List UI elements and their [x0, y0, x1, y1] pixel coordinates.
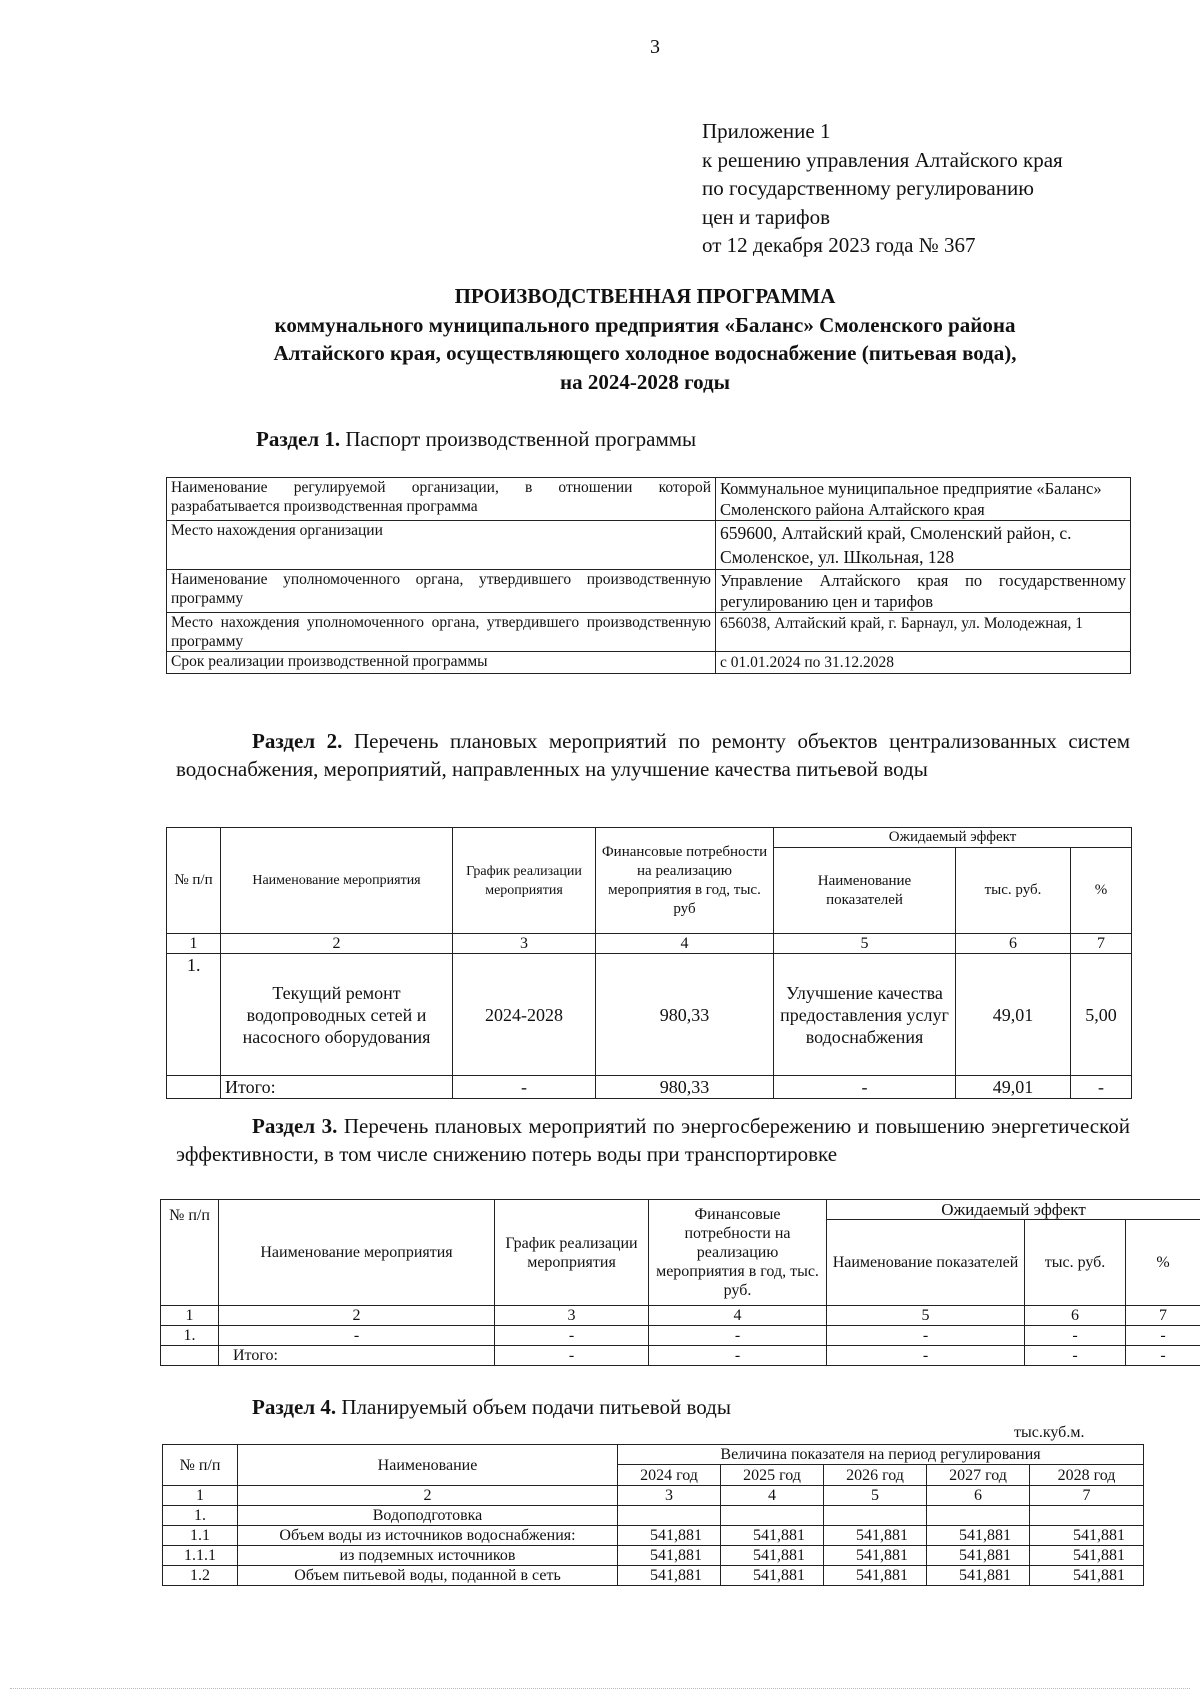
row-no: 1. [163, 1506, 238, 1526]
total-percent: - [1071, 1076, 1132, 1099]
section1-title: Паспорт производственной программы [345, 427, 697, 451]
table-row [163, 1566, 1144, 1586]
title-line: коммунального муниципального предприятия «Баланс» Смоленского района [274, 312, 1016, 337]
total-no [161, 1346, 219, 1366]
row-name: Объем питьевой воды, поданной в сеть [238, 1566, 618, 1586]
total-percent: - [1126, 1346, 1200, 1366]
row-percent: 5,00 [1071, 954, 1132, 1076]
row-value: 541,881 [927, 1526, 1030, 1546]
total-label: Итого: [219, 1346, 495, 1366]
table-row [167, 954, 1132, 1076]
row-value: 541,881 [1030, 1546, 1144, 1566]
row-value: 541,881 [927, 1546, 1030, 1566]
column-number-row [163, 1486, 1144, 1506]
section4-title: Планируемый объем подачи питьевой воды [341, 1395, 731, 1419]
header-effect: Ожидаемый эффект [827, 1200, 1200, 1220]
row-schedule: - [495, 1326, 649, 1346]
header-year: 2026 год [824, 1465, 927, 1486]
row-value: 541,881 [1030, 1526, 1144, 1546]
appendix-line: цен и тарифов [702, 204, 831, 229]
appendix-line: от 12 декабря 2023 года № 367 [702, 233, 976, 257]
column-number: 1 [167, 934, 221, 954]
column-number: 5 [824, 1486, 927, 1506]
section4-table [162, 1444, 1144, 1586]
section4-number: Раздел 4. [252, 1395, 337, 1419]
passport-label: Срок реализации производственной программы [167, 652, 716, 674]
row-no: 1.2 [163, 1566, 238, 1586]
header-no: № п/п [167, 828, 221, 934]
passport-table [166, 477, 1131, 674]
title-line: Алтайского края, осуществляющего холодное водоснабжение (питьевая вода), [273, 341, 1017, 365]
passport-value: 659600, Алтайский край, Смоленский район, с. Смоленское, ул. Школьная, 128 [716, 521, 1131, 570]
column-number: 5 [774, 934, 956, 954]
appendix-line: к решению управления Алтайского края [702, 147, 1063, 172]
section1-number: Раздел 1. [256, 427, 341, 451]
column-number: 6 [956, 934, 1071, 954]
row-value: 541,881 [824, 1526, 927, 1546]
column-number: 4 [596, 934, 774, 954]
header-name: Наименование мероприятия [219, 1200, 495, 1306]
passport-value: Управление Алтайского края по государственному регулированию цен и тарифов [716, 570, 1131, 613]
column-number: 2 [221, 934, 453, 954]
row-schedule: 2024-2028 [453, 954, 596, 1076]
header-year: 2025 год [721, 1465, 824, 1486]
header-percent: % [1071, 848, 1132, 934]
header-percent: % [1126, 1220, 1200, 1306]
section2-table [166, 827, 1132, 1099]
column-number: 7 [1126, 1306, 1200, 1326]
appendix-block [702, 117, 1063, 260]
header-schedule: График реализации мероприятия [453, 828, 596, 934]
header-year: 2028 год [1030, 1465, 1144, 1486]
row-name: Объем воды из источников водоснабжения: [238, 1526, 618, 1546]
total-no [167, 1076, 221, 1099]
section3-heading [176, 1112, 1130, 1168]
column-number: 1 [161, 1306, 219, 1326]
row-indicator: Улучшение качества предоставления услуг водоснабжения [774, 954, 956, 1076]
row-finance: 980,33 [596, 954, 774, 1076]
table-row [167, 570, 1131, 613]
table-row [163, 1546, 1144, 1566]
header-thousand: тыс. руб. [956, 848, 1071, 934]
passport-value: 656038, Алтайский край, г. Барнаул, ул. Молодежная, 1 [716, 613, 1131, 652]
table-row [167, 652, 1131, 674]
header-thousand: тыс. руб. [1025, 1220, 1126, 1306]
row-value: 541,881 [721, 1526, 824, 1546]
row-indicator: - [827, 1326, 1025, 1346]
section2-number: Раздел 2. [252, 729, 343, 753]
header-schedule: График реализации мероприятия [495, 1200, 649, 1306]
row-name: из подземных источников [238, 1546, 618, 1566]
section1-heading [256, 425, 696, 453]
page-number: 3 [650, 36, 660, 58]
column-number: 7 [1030, 1486, 1144, 1506]
row-no: 1. [167, 954, 221, 1076]
header-year: 2027 год [927, 1465, 1030, 1486]
section2-heading [176, 727, 1130, 783]
row-thousand: 49,01 [956, 954, 1071, 1076]
appendix-line: по государственному регулированию [702, 176, 1034, 200]
section4-heading [252, 1393, 731, 1421]
column-number: 3 [453, 934, 596, 954]
header-finance: Финансовые потребности на реализацию мероприятия в год, тыс. руб [596, 828, 774, 934]
row-thousand: - [1025, 1326, 1126, 1346]
passport-label: Место нахождения организации [167, 521, 716, 570]
row-value: 541,881 [618, 1566, 721, 1586]
header-effect: Ожидаемый эффект [774, 828, 1132, 848]
header-no: № п/п [163, 1445, 238, 1486]
table-row [161, 1326, 1200, 1346]
row-value: 541,881 [1030, 1566, 1144, 1586]
row-no: 1. [161, 1326, 219, 1346]
table-row [167, 521, 1131, 570]
row-value: 541,881 [721, 1546, 824, 1566]
section2-title: Перечень плановых мероприятий по ремонту объектов централизованных систем водоснабжения, мероприятий, направленных на улучшение качества питьевой воды [176, 729, 1130, 781]
column-number: 6 [1025, 1306, 1126, 1326]
column-number: 4 [721, 1486, 824, 1506]
total-label: Итого: [221, 1076, 453, 1099]
header-no: № п/п [161, 1200, 219, 1306]
column-number: 2 [238, 1486, 618, 1506]
row-name: Текущий ремонт водопроводных сетей и насосного оборудования [221, 954, 453, 1076]
header-period: Величина показателя на период регулирования [618, 1445, 1144, 1465]
column-number-row [167, 934, 1132, 954]
row-value [618, 1506, 721, 1526]
column-number: 6 [927, 1486, 1030, 1506]
column-number: 5 [827, 1306, 1025, 1326]
row-percent: - [1126, 1326, 1200, 1346]
scan-artifact-line [10, 1688, 1190, 1689]
section3-title: Перечень плановых мероприятий по энергосбережению и повышению энергетической эффективности, в том числе снижению потерь воды при транспортировке [176, 1114, 1131, 1166]
row-value: 541,881 [618, 1526, 721, 1546]
row-name: - [219, 1326, 495, 1346]
total-schedule: - [453, 1076, 596, 1099]
passport-value: с 01.01.2024 по 31.12.2028 [716, 652, 1131, 674]
row-name: Водоподготовка [238, 1506, 618, 1526]
column-number: 1 [163, 1486, 238, 1506]
total-thousand: - [1025, 1346, 1126, 1366]
column-number-row [161, 1306, 1200, 1326]
title-line: на 2024-2028 годы [559, 369, 731, 394]
header-name: Наименование [238, 1445, 618, 1486]
table-header-row [161, 1200, 1200, 1220]
column-number: 4 [649, 1306, 827, 1326]
total-finance: 980,33 [596, 1076, 774, 1099]
column-number: 3 [495, 1306, 649, 1326]
total-indicator: - [774, 1076, 956, 1099]
passport-label: Наименование регулируемой организации, в отношении которой разрабатывается производственная программа [167, 478, 716, 521]
header-finance: Финансовые потребности на реализацию мероприятия в год, тыс. руб. [649, 1200, 827, 1306]
total-indicator: - [827, 1346, 1025, 1366]
table-row [163, 1526, 1144, 1546]
table-row [167, 478, 1131, 521]
passport-value: Коммунальное муниципальное предприятие «Баланс» Смоленского района Алтайского края [716, 478, 1131, 521]
total-schedule: - [495, 1346, 649, 1366]
row-no: 1.1 [163, 1526, 238, 1546]
document-title [170, 282, 1120, 396]
table-row [163, 1506, 1144, 1526]
passport-label: Место нахождения уполномоченного органа, утвердившего производственную программу [167, 613, 716, 652]
column-number: 7 [1071, 934, 1132, 954]
section3-table [160, 1199, 1200, 1366]
section3-number: Раздел 3. [252, 1114, 338, 1138]
table-header-row [163, 1445, 1144, 1465]
total-row [167, 1076, 1132, 1099]
header-name: Наименование мероприятия [221, 828, 453, 934]
title-line: ПРОИЗВОДСТВЕННАЯ ПРОГРАММА [454, 284, 836, 308]
row-value: 541,881 [927, 1566, 1030, 1586]
column-number: 2 [219, 1306, 495, 1326]
header-year: 2024 год [618, 1465, 721, 1486]
row-value [824, 1506, 927, 1526]
column-number: 3 [618, 1486, 721, 1506]
header-indicator: Наименование показателей [774, 848, 956, 934]
row-finance: - [649, 1326, 827, 1346]
total-row [161, 1346, 1200, 1366]
unit-label: тыс.куб.м. [1014, 1424, 1085, 1441]
row-value: 541,881 [824, 1546, 927, 1566]
passport-label: Наименование уполномоченного органа, утвердившего производственную программу [167, 570, 716, 613]
row-value [721, 1506, 824, 1526]
table-header-row [167, 828, 1132, 848]
header-indicator: Наименование показателей [827, 1220, 1025, 1306]
row-value [1030, 1506, 1144, 1526]
total-finance: - [649, 1346, 827, 1366]
total-thousand: 49,01 [956, 1076, 1071, 1099]
row-value [927, 1506, 1030, 1526]
row-value: 541,881 [721, 1566, 824, 1586]
appendix-line: Приложение 1 [702, 119, 831, 143]
table-row [167, 613, 1131, 652]
row-value: 541,881 [824, 1566, 927, 1586]
row-value: 541,881 [618, 1546, 721, 1566]
row-no: 1.1.1 [163, 1546, 238, 1566]
